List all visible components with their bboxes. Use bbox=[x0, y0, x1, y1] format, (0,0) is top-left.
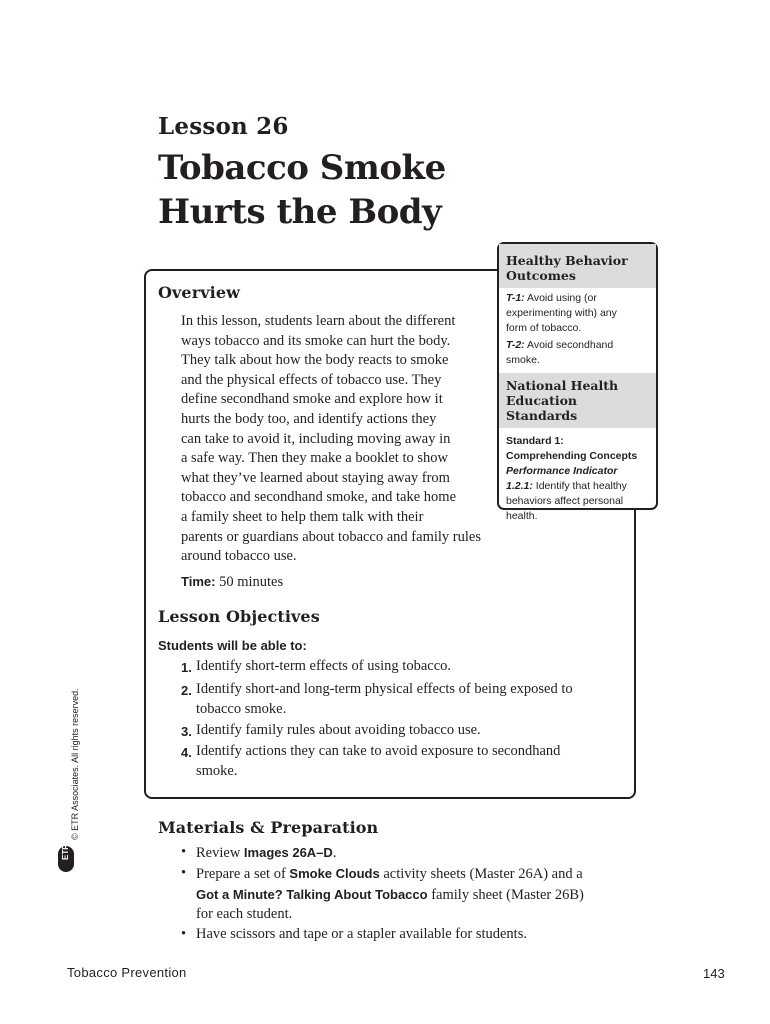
indicator-code: 1.2.1: bbox=[506, 480, 533, 492]
materials-text: . bbox=[332, 845, 337, 861]
materials-text: Review bbox=[196, 845, 244, 861]
lesson-number: Lesson 26 bbox=[158, 113, 289, 140]
outcomes-heading bbox=[499, 244, 656, 288]
materials-text: activity sheets (Master 26A) and a bbox=[379, 866, 583, 882]
standards-heading bbox=[499, 373, 656, 428]
outcome-line: experimenting with) any bbox=[506, 307, 617, 319]
bullet-dot: • bbox=[181, 844, 187, 860]
outcome-code: T-1: bbox=[506, 292, 525, 304]
outcome-line: form of tobacco. bbox=[506, 322, 582, 334]
indicator-text: Identify that healthy bbox=[532, 480, 627, 492]
objectives-heading: Lesson Objectives bbox=[158, 607, 320, 626]
footer-section-name: Tobacco Prevention bbox=[67, 965, 187, 980]
outcome-text: Avoid secondhand bbox=[524, 339, 614, 351]
indicator-item bbox=[506, 479, 650, 494]
standards-heading-line: National Health bbox=[506, 378, 619, 393]
overview-line: what they’ve learned about staying away from bbox=[181, 469, 450, 486]
indicator-line: behaviors affect personal bbox=[506, 495, 624, 507]
overview-line: tobacco and secondhand smoke, and take home bbox=[181, 489, 457, 506]
overview-text bbox=[181, 312, 481, 567]
objective-number: 2. bbox=[181, 683, 192, 698]
objective-number: 1. bbox=[181, 660, 192, 675]
objective-item bbox=[181, 657, 451, 677]
indicator-label: Performance Indicator bbox=[506, 465, 618, 477]
materials-bold: Smoke Clouds bbox=[289, 866, 380, 881]
overview-line: ways tobacco and its smoke can hurt the body. bbox=[181, 332, 451, 349]
title-line-1: Tobacco Smoke bbox=[158, 148, 446, 188]
overview-line: and the physical effects of tobacco use. They bbox=[181, 371, 442, 388]
bullet-dot: • bbox=[181, 926, 187, 942]
overview-line: define secondhand smoke and explore how it bbox=[181, 391, 443, 408]
page-number: 143 bbox=[703, 966, 725, 981]
time-estimate bbox=[181, 572, 283, 593]
overview-line: around tobacco use. bbox=[181, 548, 297, 565]
materials-item bbox=[181, 925, 527, 945]
objective-line: smoke. bbox=[196, 762, 238, 779]
outcome-line: smoke. bbox=[506, 354, 540, 366]
materials-bold: Images 26A–D bbox=[243, 845, 333, 860]
outcomes-heading-line: Outcomes bbox=[506, 268, 576, 283]
objective-line: Identify short-term effects of using tobacco. bbox=[196, 658, 452, 674]
outcome-item bbox=[506, 338, 650, 353]
overview-line: a family sheet to help them talk with their bbox=[181, 508, 424, 525]
objective-line: Identify actions they can take to avoid exposure to secondhand bbox=[196, 743, 561, 759]
outcomes-list bbox=[499, 288, 656, 370]
standard-title: Standard 1: bbox=[506, 435, 564, 447]
title-line-2: Hurts the Body bbox=[158, 192, 442, 232]
objective-line: Identify short-and long-term physical effects of being exposed to bbox=[196, 681, 573, 697]
materials-text: Prepare a set of bbox=[196, 866, 290, 882]
standards-sidebar bbox=[497, 242, 658, 522]
overview-line: hurts the body too, and identify actions they bbox=[181, 410, 437, 427]
materials-text: family sheet (Master 26B) bbox=[427, 886, 584, 903]
outcome-text: Avoid using (or bbox=[524, 292, 597, 304]
standards-heading-line: Education Standards bbox=[506, 393, 578, 423]
copyright-notice: © ETR Associates. All rights reserved. bbox=[70, 688, 80, 840]
indicator-line: health. bbox=[506, 510, 538, 522]
overview-line: They talk about how the body reacts to smoke bbox=[181, 352, 449, 369]
page-title bbox=[158, 146, 446, 234]
objective-item bbox=[181, 721, 481, 741]
objective-number: 3. bbox=[181, 724, 192, 739]
outcome-code: T-2: bbox=[506, 339, 525, 351]
objective-number: 4. bbox=[181, 745, 192, 760]
outcome-item bbox=[506, 291, 650, 306]
objective-line: Identify family rules about avoiding tobacco use. bbox=[196, 722, 481, 738]
standards-list bbox=[499, 428, 656, 526]
overview-line: a safe way. Then they make a booklet to show bbox=[181, 450, 448, 467]
overview-heading: Overview bbox=[158, 283, 240, 302]
materials-bold: Got a Minute? Talking About Tobacco bbox=[196, 886, 428, 902]
materials-item bbox=[181, 843, 336, 864]
materials-text: for each student. bbox=[196, 906, 293, 923]
materials-text: Have scissors and tape or a stapler available for students. bbox=[196, 926, 527, 942]
objectives-intro: Students will be able to: bbox=[158, 638, 307, 653]
overview-line: parents or guardians about tobacco and family rules bbox=[181, 528, 481, 545]
materials-heading: Materials & Preparation bbox=[158, 818, 379, 837]
bullet-dot: • bbox=[181, 865, 187, 881]
objective-item bbox=[181, 742, 560, 781]
time-value: 50 minutes bbox=[215, 574, 284, 590]
overview-line: can take to avoid it, including moving away in bbox=[181, 430, 451, 447]
materials-item bbox=[181, 864, 584, 925]
outcomes-heading-line: Healthy Behavior bbox=[506, 253, 628, 268]
etr-logo-text: ETR bbox=[61, 844, 70, 860]
etr-logo bbox=[58, 846, 74, 872]
time-label: Time: bbox=[181, 574, 216, 589]
overview-line: In this lesson, students learn about the different bbox=[181, 313, 456, 329]
objective-line: tobacco smoke. bbox=[196, 700, 287, 717]
standard-title: Comprehending Concepts bbox=[506, 450, 638, 462]
objective-item bbox=[181, 680, 573, 719]
